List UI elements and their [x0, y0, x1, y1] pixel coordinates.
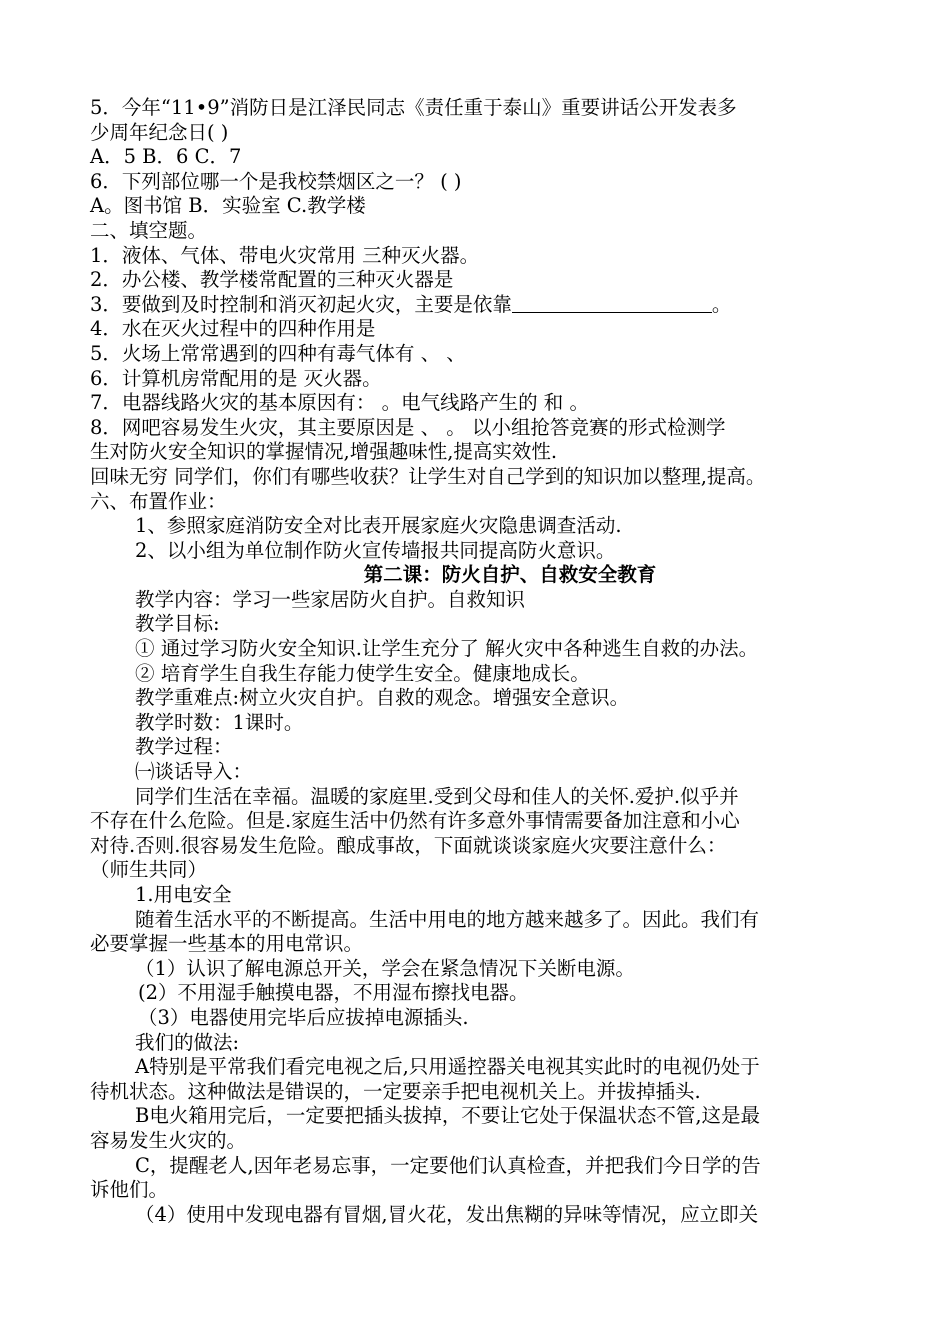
teaching-hours: 教学时数：1课时。 [135, 710, 304, 734]
intro-heading: ㈠谈话导入： [135, 760, 253, 784]
fill-item-6: 6．计算机房常配用的是 灭火器。 [90, 366, 382, 390]
question-5-options: A．5 B．6 C．7 [90, 145, 242, 169]
homework-item-1: 1、参照家庭消防安全对比表开展家庭火灾隐患调查活动. [135, 514, 622, 538]
fill-item-5: 5．火场上常常遇到的四种有毒气体有 、 、 [90, 341, 466, 365]
our-practice-label: 我们的做法: [135, 1030, 240, 1054]
safety-step-1: （1）认识了解电源总开关，学会在紧急情况下关断电源。 [135, 956, 635, 980]
question-6: 6．下列部位哪一个是我校禁烟区之一？ ( ) [90, 169, 462, 193]
paragraph-1-line-4: （师生共同） [90, 858, 208, 882]
fill-item-3-text: 3．要做到及时控制和消灭初起火灾，主要是依靠 [90, 292, 512, 316]
practice-b-line-2: 容易发生火灾的。 [90, 1128, 247, 1152]
section-heading-fill-in: 二、填空题。 [90, 218, 208, 242]
paragraph-1-line-2: 不存在什么危险。但是.家庭生活中仍然有许多意外事情需要备加注意和小心 [90, 809, 740, 833]
fill-item-8-line-1: 8．网吧容易发生火灾，其主要原因是 、 。 以小组抢答竞赛的形式检测学 [90, 415, 726, 439]
teaching-content: 教学内容：学习一些家居防火自护。自救知识 [135, 587, 526, 611]
recap-line: 回味无穷 同学们，你们有哪些收获？让学生对自己学到的知识加以整理,提高。 [90, 464, 766, 488]
paragraph-2-line-1: 随着生活水平的不断提高。生活中用电的地方越来越多了。因此。我们有 [135, 907, 760, 931]
safety-step-4: （4）使用中发现电器有冒烟,冒火花，发出焦糊的异味等情况，应立即关 [135, 1202, 759, 1226]
section-heading-homework: 六、布置作业： [90, 489, 227, 513]
safety-step-3: （3）电器使用完毕后应拔掉电源插头. [138, 1005, 469, 1029]
teaching-goal-1: ① 通过学习防火安全知识.让学生充分了 解火灾中各种逃生自救的办法。 [135, 637, 759, 661]
practice-b-line-1: B电火箱用完后，一定要把插头拔掉，不要让它处于保温状态不管,这是最 [135, 1104, 761, 1128]
fill-item-1: 1．液体、气体、带电火灾常用 三种灭火器。 [90, 243, 480, 267]
paragraph-2-line-2: 必要掌握一些基本的用电常识。 [90, 932, 364, 956]
lesson-2-title: 第二课：防火自护、自救安全教育 [363, 563, 657, 587]
document-page [90, 96, 870, 1227]
practice-c-line-1: C，提醒老人,因年老易忘事，一定要他们认真检查，并把我们今日学的告 [135, 1153, 761, 1177]
fill-item-8-line-2: 生对防火安全知识的掌握情况,增强趣味性,提高实效性. [90, 440, 558, 464]
teaching-goals-label: 教学目标: [135, 612, 220, 636]
homework-item-2: 2、以小组为单位制作防火宣传墙报共同提高防火意识。 [135, 538, 616, 562]
safety-step-2: (2）不用湿手触摸电器，不用湿布擦找电器。 [138, 981, 529, 1005]
paragraph-1-line-3: 对待.否则.很容易发生危险。酿成事故，下面就谈谈家庭火灾要注意什么： [90, 833, 727, 857]
practice-a-line-2: 待机状态。这种做法是错误的，一定要亲手把电视机关上。并拔掉插头. [90, 1079, 701, 1103]
paragraph-1-line-1: 同学们生活在幸福。温暖的家庭里.受到父母和佳人的关怀.爱护.似乎并 [135, 784, 739, 808]
fill-item-2: 2．办公楼、教学楼常配置的三种灭火器是 [90, 268, 454, 292]
practice-a-line-1: A特别是平常我们看完电视之后,只用遥控器关电视其实此时的电视仍处于 [135, 1055, 760, 1079]
fill-item-3-end: 。 [711, 292, 732, 316]
practice-c-line-2: 诉他们。 [90, 1178, 169, 1202]
question-5-line-2: 少周年纪念日( ) [90, 120, 229, 144]
teaching-process-label: 教学过程： [135, 735, 233, 759]
answer-blank [512, 294, 712, 313]
question-5-line-1: 5．今年“11•9”消防日是江泽民同志《责任重于泰山》重要讲话公开发表多 [90, 96, 737, 119]
item-1-heading: 1.用电安全 [135, 883, 232, 906]
fill-item-7: 7．电器线路火灾的基本原因有： 。电气线路产生的 和 。 [90, 391, 590, 415]
teaching-key-points: 教学重难点:树立火灾自护。自救的观念。增强安全意识。 [135, 686, 630, 710]
teaching-goal-2: ② 培育学生自我生存能力使学生安全。健康地成长。 [135, 661, 590, 685]
fill-item-4: 4．水在灭火过程中的四种作用是 [90, 317, 376, 341]
fill-item-3 [90, 293, 870, 318]
question-6-options: A。图书馆 B．实验室 C.教学楼 [90, 194, 366, 218]
